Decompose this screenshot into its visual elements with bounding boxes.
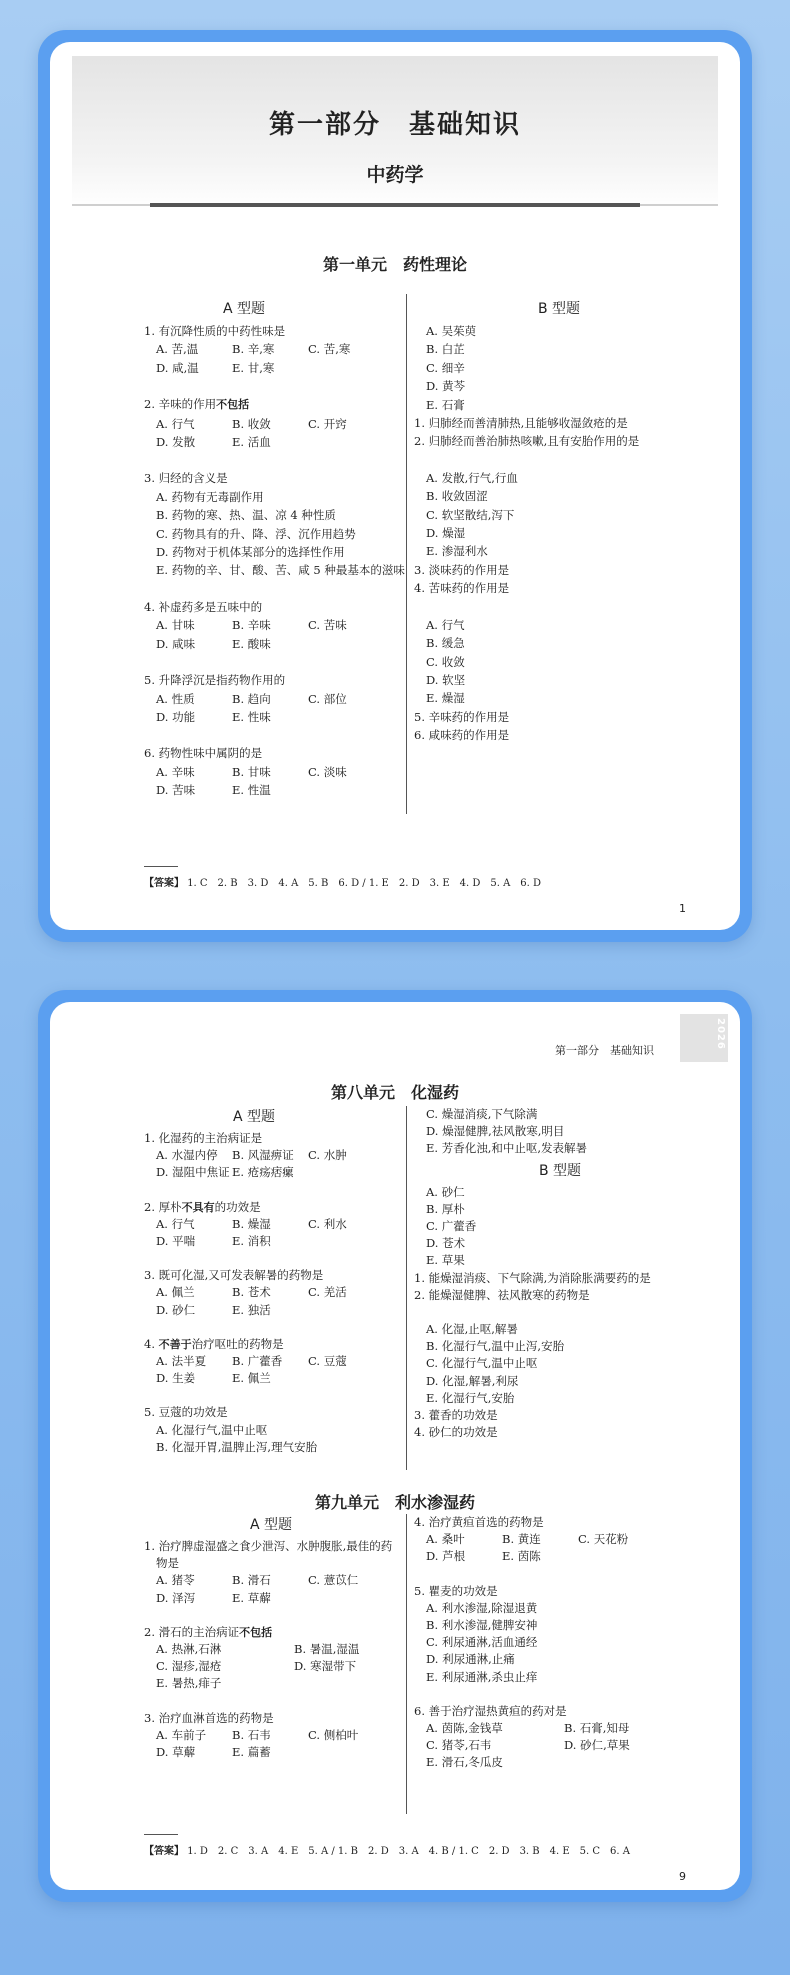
unit8-b-column [414,1106,706,1441]
option-row [144,1572,398,1589]
option: B. 白芷 [426,342,465,357]
question: 3. 淡味药的作用是 [414,562,510,577]
option: E. 性温 [232,783,271,798]
question: 4. 补虚药多是五味中的 [144,599,263,614]
question [144,395,344,414]
option: D. 软坚 [426,672,466,687]
option: B. 辛味 [232,618,271,633]
option-row [414,1548,706,1565]
question: 1. 归肺经而善清肺热,且能够收湿敛疮的是 [414,416,628,431]
page-number: 1 [679,902,686,915]
option-row [414,1720,706,1737]
option: D. 咸味 [156,636,196,651]
option: B. 化湿行气,温中止泻,安胎 [426,1339,565,1354]
option-row [144,415,347,433]
option: D. 咸,温 [156,360,199,375]
option: B. 趋向 [232,691,271,706]
option: B. 滑石 [232,1573,271,1588]
option: C. 广藿香 [426,1219,477,1234]
option: B. 暑温,湿温 [294,1642,360,1657]
edge-tab [680,1014,728,1062]
option: E. 石膏 [426,397,465,412]
option: A. 桑叶 [426,1532,465,1547]
option: B. 厚朴 [426,1201,465,1216]
page-number: 9 [679,1870,686,1883]
option: A. 甘味 [156,618,195,633]
option: B. 黄连 [502,1532,541,1547]
option: A. 发散,行气,行血 [426,470,518,485]
option: E. 茵陈 [502,1549,541,1564]
option: A. 水湿内停 [156,1148,218,1163]
option: C. 苦,寒 [308,342,351,357]
option: E. 萹蓄 [232,1745,271,1760]
option-row [414,1737,706,1754]
edge-tab-text: 2026 [715,1018,726,1050]
option: A. 行气 [156,1216,195,1231]
option: A. 猪苓 [156,1573,195,1588]
option: E. 疮疡痞瘰 [232,1165,294,1180]
option: E. 滑石,冬瓜皮 [426,1755,503,1770]
option: C. 开窍 [308,416,347,431]
option: D. 生姜 [156,1371,196,1386]
option: B. 药物的寒、热、温、凉 4 种性质 [156,508,336,523]
option: A. 苦,温 [156,342,199,357]
option-row [144,1590,398,1607]
option: E. 化湿行气,安胎 [426,1390,515,1405]
option: B. 石膏,知母 [564,1721,630,1736]
option-row [144,1641,398,1658]
option: C. 化湿行气,温中止呕 [426,1356,538,1371]
option: A. 佩兰 [156,1285,195,1300]
option: E. 渗湿利水 [426,544,488,559]
b-type-column [414,298,704,745]
question: 4. 苦味药的作用是 [414,581,510,596]
option: A. 性质 [156,691,195,706]
option: D. 化湿,解暑,利尿 [426,1373,519,1388]
answers-text: 1. C 2. B 3. D 4. A 5. B 6. D / 1. E 2. D 3. E 4. D 5. A 6. D [187,878,542,889]
option: B. 石韦 [232,1727,271,1742]
answers-text: 1. D 2. C 3. A 4. E 5. A / 1. B 2. D 3. A 4. B / 1. C 2. D 3. B 4. E 5. C 6. A [187,1846,630,1857]
running-header: 第一部分 基础知识 [555,1044,654,1057]
header-rule [150,203,640,207]
option-row [144,616,347,634]
option-row [414,1531,706,1548]
unit-title: 第一单元 药性理论 [322,255,467,274]
option: A. 法半夏 [156,1354,207,1369]
option: D. 草薢 [156,1745,196,1760]
answers-rule [144,866,178,867]
option: D. 利尿通淋,止痛 [426,1652,515,1667]
option: E. 草薢 [232,1590,271,1605]
option: D. 功能 [156,709,196,724]
option-row [144,1370,364,1387]
option: A. 热淋,石淋 [156,1642,222,1657]
option: E. 草果 [426,1253,465,1268]
question [144,1624,398,1641]
option-row [144,1658,398,1675]
option-row [144,1233,364,1250]
question: 1. 能燥湿消痰、下气除满,为消除胀满要药的是 [414,1270,651,1285]
option: E. 甘,寒 [232,360,275,375]
option: E. 酸味 [232,636,271,651]
option: C. 利水 [308,1216,347,1231]
option: E. 芳香化浊,和中止呕,发表解暑 [426,1141,588,1156]
option: A. 药物有无毒副作用 [156,489,264,504]
answer-key [144,1842,630,1857]
option: E. 药物的辛、甘、酸、苦、咸 5 种最基本的滋味 [156,563,405,578]
option: A. 吴茱萸 [426,324,477,338]
option: A. 行气 [426,617,465,632]
option: E. 性味 [232,709,271,724]
unit8-a-column [144,1106,364,1456]
option: A. 化湿行气,温中止呕 [156,1422,268,1437]
option: B. 收敛固涩 [426,489,488,504]
option: B. 甘味 [232,764,271,779]
option: E. 利尿通淋,杀虫止痒 [426,1669,538,1684]
option: C. 水肿 [308,1148,347,1163]
answers-label: 【答案】 [144,1846,184,1857]
option: D. 芦根 [426,1549,466,1564]
page-9 [50,1002,740,1890]
page-card-9 [38,990,752,1902]
unit9-right-column [414,1514,706,1772]
header-rule-right [638,204,718,206]
option-row [144,690,347,708]
question [144,1336,364,1353]
a-type-title: A 型题 [249,1517,293,1533]
a-type-title: A 型题 [232,1109,276,1125]
option: E. 燥湿 [426,691,465,706]
subject-title: 中药学 [366,164,424,186]
option: B. 辛,寒 [232,342,275,357]
option: C. 燥湿消痰,下气除满 [426,1107,538,1121]
option-row [144,708,344,726]
question-text: 2. 滑石的主治病证 [144,1624,240,1639]
option-row [144,635,344,653]
question-text: 治疗呕吐的药物是 [191,1336,284,1351]
option-row [144,781,344,799]
option-row [144,1216,364,1233]
question: 5. 瞿麦的功效是 [414,1583,498,1598]
option-row [144,1727,398,1744]
answers-rule [144,1834,178,1835]
option: E. 暑热,痱子 [156,1676,222,1691]
unit-title: 第九单元 利水渗湿药 [314,1493,475,1512]
option: C. 薏苡仁 [308,1573,359,1588]
option: C. 苦味 [308,618,347,633]
option-row [144,1744,398,1761]
question: 5. 升降浮沉是指药物作用的 [144,673,286,688]
option: E. 独活 [232,1302,271,1317]
option: C. 侧柏叶 [308,1727,359,1742]
option: B. 收敛 [232,416,271,431]
option-row [144,1164,364,1181]
option: B. 燥湿 [232,1216,271,1231]
option: D. 湿阻中焦证 [156,1165,230,1180]
option: A. 利水渗湿,除湿退黄 [426,1600,538,1615]
question: 2. 归肺经而善治肺热咳嗽,且有安胎作用的是 [414,434,640,449]
question: 5. 豆蔻的功效是 [144,1405,228,1420]
option: B. 化湿开胃,温脾止泻,理气安胎 [156,1439,318,1454]
option: A. 行气 [156,416,195,431]
option: A. 辛味 [156,764,195,779]
option: C. 湿疹,湿疮 [156,1659,222,1674]
option: C. 细辛 [426,360,465,375]
option: D. 平喘 [156,1234,196,1249]
question: 6. 药物性味中属阴的是 [144,746,263,761]
question-text: 4. [144,1336,159,1351]
option-row [144,359,344,377]
emphasis: 不包括 [216,398,250,412]
b-type-title: B 型题 [538,1162,582,1179]
answer-key [144,874,541,889]
option: D. 砂仁 [156,1302,196,1317]
question: 6. 咸味药的作用是 [414,728,510,743]
option: D. 苦味 [156,783,196,798]
a-type-column [144,298,405,800]
option: C. 淡味 [308,764,347,779]
option: D. 寒湿带下 [294,1659,357,1674]
option: B. 苍术 [232,1285,271,1300]
option: A. 茵陈,金钱草 [426,1721,503,1736]
question: 1. 化湿药的主治病证是 [144,1131,263,1145]
option: E. 活血 [232,435,271,450]
question: 4. 砂仁的功效是 [414,1425,498,1440]
question-text: 2. 厚朴 [144,1199,182,1214]
question: 3. 归经的含义是 [144,471,228,486]
option: C. 豆蔻 [308,1354,347,1369]
column-divider [406,1106,407,1470]
option-row [144,340,351,358]
b-type-title: B 型题 [537,301,581,317]
emphasis: 不包括 [239,1625,273,1639]
question: 4. 治疗黄疸首选的药物是 [414,1515,544,1529]
option: B. 广藿香 [232,1354,283,1369]
option-row [144,763,347,781]
column-divider [406,294,407,814]
option: E. 佩兰 [232,1371,271,1386]
option-row [144,433,344,451]
option: C. 利尿通淋,活血通经 [426,1635,538,1650]
option: C. 猪苓,石韦 [426,1738,492,1753]
unit9-left-column [144,1514,398,1761]
option-row [144,1284,364,1301]
header-rule-left [72,204,152,206]
question-text: 的功效是 [214,1199,261,1214]
option-row [144,1147,364,1164]
option: A. 车前子 [156,1727,207,1742]
column-divider [406,1514,407,1814]
question: 3. 治疗血淋首选的药物是 [144,1710,274,1725]
option: A. 化湿,止呕,解暑 [426,1322,518,1337]
option-row [144,1302,364,1319]
question: 2. 能燥湿健脾、祛风散寒的药物是 [414,1287,590,1302]
part-title: 第一部分 基础知识 [268,110,521,140]
option: D. 燥湿 [426,526,466,541]
question: 5. 辛味药的作用是 [414,709,510,724]
answers-label: 【答案】 [144,878,184,889]
unit-title: 第八单元 化湿药 [330,1083,459,1102]
question [144,1199,364,1216]
option: C. 天花粉 [578,1532,629,1547]
option: B. 利水渗湿,健脾安神 [426,1618,538,1633]
option: A. 砂仁 [426,1184,465,1199]
question: 1. 有沉降性质的中药性味是 [144,324,286,338]
option: C. 药物具有的升、降、浮、沉作用趋势 [156,526,356,541]
option: D. 砂仁,草果 [564,1738,630,1753]
option: C. 部位 [308,691,347,706]
question: 6. 善于治疗湿热黄疸的药对是 [414,1703,567,1718]
option: D. 黄芩 [426,379,466,394]
question: 3. 藿香的功效是 [414,1408,498,1423]
option: B. 风湿痹证 [232,1148,294,1163]
option: C. 羌活 [308,1285,347,1300]
option: D. 药物对于机体某部分的选择性作用 [156,545,345,560]
page-1 [50,42,740,930]
option: C. 软坚散结,泻下 [426,507,515,522]
option: C. 收敛 [426,654,465,669]
page-card-1 [38,30,752,942]
option: D. 燥湿健脾,祛风散寒,明目 [426,1124,565,1139]
question-text: 2. 辛味的作用 [144,397,217,412]
option: B. 缓急 [426,636,465,651]
option-row [144,1353,364,1370]
option: D. 发散 [156,435,196,450]
emphasis: 不具有 [181,1200,215,1214]
question: 1. 治疗脾虚湿盛之食少泄泻、水肿腹胀,最佳的药物是 [144,1539,393,1571]
option: D. 苍术 [426,1236,466,1251]
emphasis: 不善于 [158,1337,192,1351]
option: E. 消积 [232,1234,271,1249]
a-type-title: A 型题 [222,301,266,317]
question: 3. 既可化湿,又可发表解暑的药物是 [144,1268,324,1283]
option: D. 泽泻 [156,1590,196,1605]
